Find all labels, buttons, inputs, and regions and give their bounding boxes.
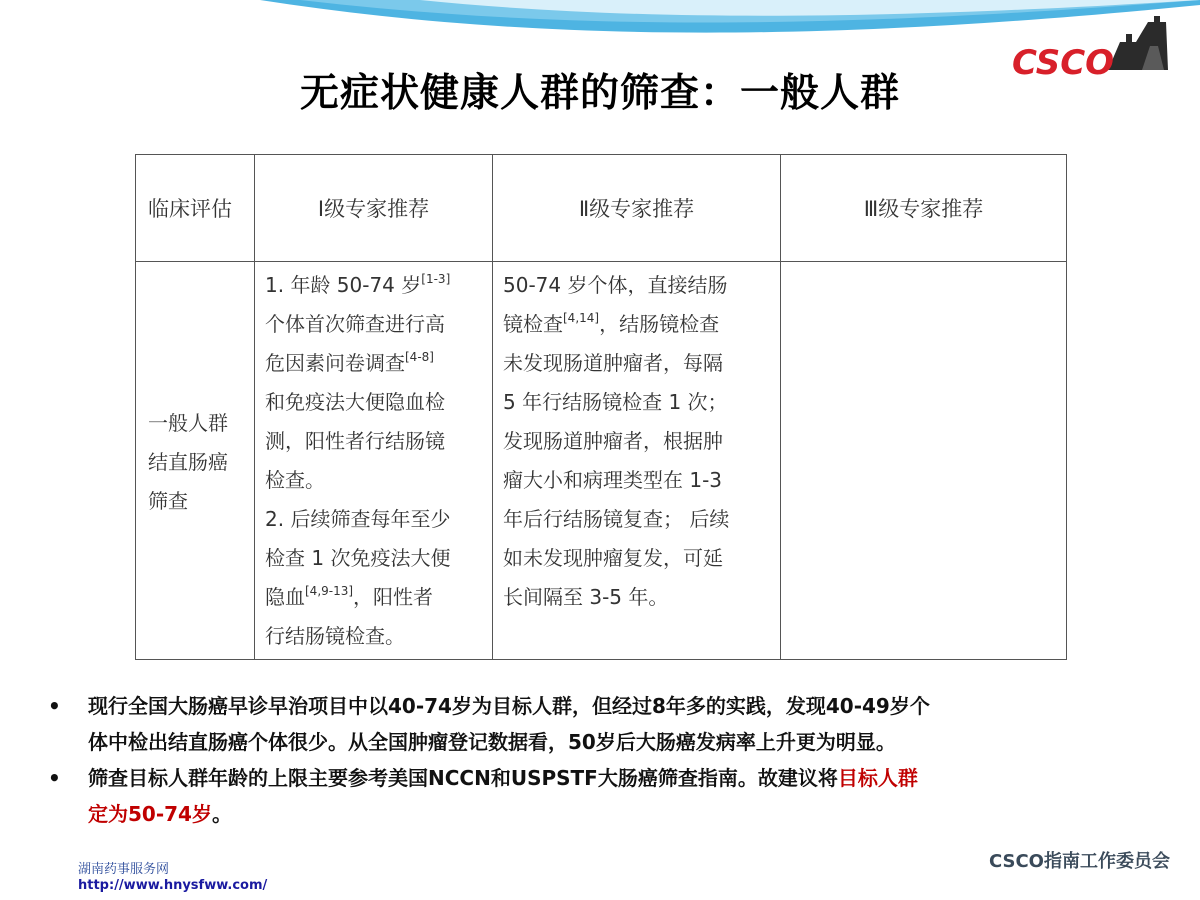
citation: [4-8] (405, 350, 434, 364)
header-level-2: Ⅱ级专家推荐 (493, 155, 781, 262)
site-name: 湖南药事服务网 (78, 862, 170, 877)
citation: [4,9-13] (305, 584, 354, 598)
text-line: 和免疫法大便隐血检 (265, 390, 445, 414)
bullet-text: 筛查目标人群年龄的上限主要参考美国NCCN和USPSTF大肠癌筛查指南。故建议将目标人群 (88, 766, 918, 790)
table-row (136, 262, 1067, 660)
highlight-text: 定为50-74岁 (88, 802, 212, 826)
committee-label: CSCO指南工作委员会 (988, 851, 1170, 872)
table-header-row (136, 155, 1067, 262)
category-cell (136, 262, 255, 660)
text-line: 测，阳性者行结肠镜 (265, 429, 445, 453)
text-line: 未发现肠道肿瘤者，每隔 (503, 351, 723, 375)
text-line: 1. 年龄 50-74 岁[1-3] (265, 272, 451, 297)
bullet-text: 体中检出结直肠癌个体很少。从全国肿瘤登记数据看，50岁后大肠癌发病率上升更为明显。 (88, 730, 896, 754)
bullet-dot-icon: • (48, 694, 61, 718)
logo-text: CSCO (1012, 43, 1115, 83)
text-line: 如未发现肿瘤复发，可延 (503, 546, 723, 570)
text-line: 危因素问卷调查[4-8] (265, 350, 434, 375)
text-line: 镜检查[4,14]，结肠镜检查 (503, 311, 720, 336)
text-line: 5 年行结肠镜检查 1 次； (503, 390, 728, 414)
citation: [4,14] (563, 311, 600, 325)
level-2-recommendation (493, 262, 781, 660)
header-level-3: Ⅲ级专家推荐 (781, 155, 1067, 262)
bullet-dot-icon: • (48, 766, 61, 790)
citation: [1-3] (421, 272, 451, 286)
text-line: 瘤大小和病理类型在 1-3 (503, 468, 723, 492)
category-line: 结直肠癌 (148, 450, 228, 474)
recommendation-table (135, 154, 1067, 660)
header-level-1: Ⅰ级专家推荐 (255, 155, 493, 262)
bullet-item (48, 688, 1148, 760)
text-line: 2. 后续筛查每年至少 (265, 507, 451, 531)
text-line: 长间隔至 3-5 年。 (503, 585, 669, 609)
text-line: 检查。 (265, 468, 325, 492)
category-line: 一般人群 (148, 411, 228, 435)
category-line: 筛查 (148, 489, 188, 513)
text-line: 年后行结肠镜复查； 后续 (503, 507, 730, 531)
text-line: 检查 1 次免疫法大便 (265, 546, 451, 570)
text-line: 50-74 岁个体，直接结肠 (503, 273, 728, 297)
text-line: 发现肠道肿瘤者，根据肿 (503, 429, 723, 453)
source-watermark (78, 862, 267, 894)
text-line: 个体首次筛查进行高 (265, 312, 445, 336)
text-line: 行结肠镜检查。 (265, 624, 405, 648)
bullet-text: 现行全国大肠癌早诊早治项目中以40-74岁为目标人群，但经过8年多的实践，发现40-49岁个 (88, 694, 930, 718)
header-clinical-assessment: 临床评估 (136, 155, 255, 262)
highlight-text: 目标人群 (837, 766, 918, 790)
bullet-list (48, 688, 1148, 832)
bullet-text: 定为50-74岁。 (88, 802, 232, 826)
site-url[interactable]: http://www.hnysfww.com/ (78, 878, 268, 893)
bullet-item (48, 760, 1148, 832)
level-3-recommendation (781, 262, 1067, 660)
slide-title: 无症状健康人群的筛查：一般人群 (299, 71, 900, 116)
level-1-recommendation (255, 262, 493, 660)
text-line: 隐血[4,9-13]，阳性者 (265, 584, 434, 609)
